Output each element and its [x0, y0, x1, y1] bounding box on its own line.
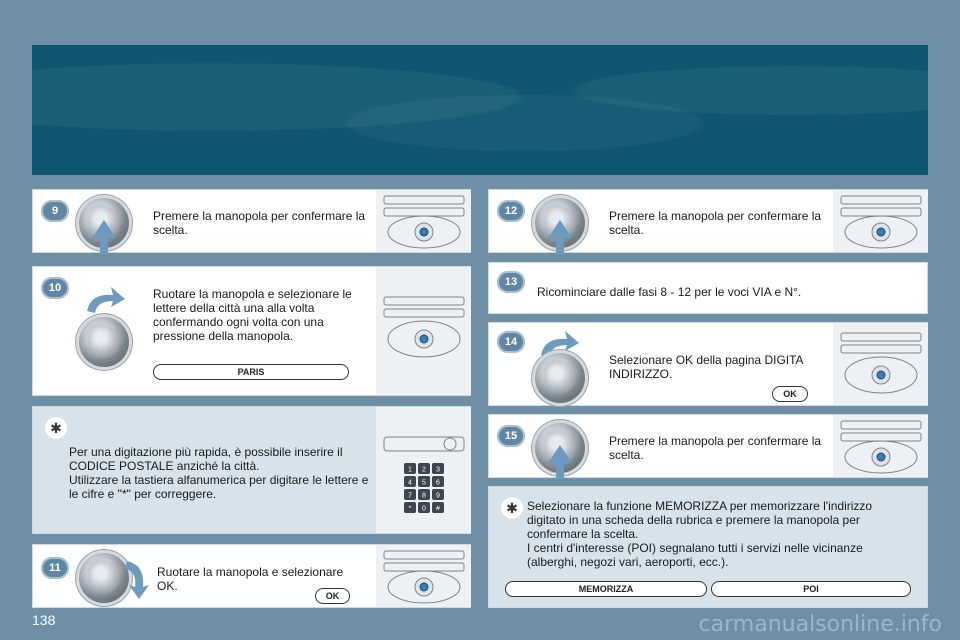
keypad-key-label: 2 — [422, 466, 426, 474]
step-14-badge: 14 — [497, 331, 525, 353]
rotate-down-arrow-icon — [123, 557, 153, 601]
step-15-text: Premere la manopola per confermare la scelta. — [609, 434, 822, 462]
step-12-card — [488, 189, 928, 253]
step-13-badge: 13 — [497, 271, 525, 293]
knob-icon — [79, 553, 129, 603]
keypad-key-label: 0 — [422, 505, 426, 513]
step-9-text: Premere la manopola per confermare la scelta. — [153, 209, 366, 237]
press-arrow-icon — [556, 461, 564, 479]
page-number: 138 — [32, 612, 56, 628]
step-11-card — [32, 544, 471, 608]
keypad-key-label: * — [408, 505, 412, 513]
step-14-text: Selezionare OK della pagina DIGITA INDIRIZZO. — [609, 353, 803, 381]
poi-button[interactable]: POI — [711, 581, 911, 597]
keypad-key-label: 3 — [436, 466, 440, 474]
step-14-card — [488, 322, 928, 406]
step-9-badge: 9 — [41, 200, 69, 222]
keypad-key-label: 8 — [422, 492, 426, 500]
step-12-text: Premere la manopola per confermare la scelta. — [609, 209, 822, 237]
step-11-text: Ruotare la manopola e selezionare OK. — [157, 565, 344, 593]
ok-button[interactable]: OK — [315, 588, 350, 604]
dashboard-panel-icon — [376, 190, 471, 252]
keypad-key-label: 4 — [408, 479, 412, 487]
tip-lightbulb-icon: ✱ — [45, 417, 67, 439]
tip-text-2: I centri d'interesse (POI) segnalano tutti i servizi nelle vicinanze (alberghi, negozi vari, aeroporti, ecc.). — [527, 541, 863, 569]
ok-button[interactable]: OK — [772, 386, 808, 402]
step-9-card — [32, 189, 471, 253]
watermark: carmanualsonline.info — [698, 612, 942, 637]
tip-card — [488, 486, 928, 608]
step-13-card — [488, 262, 928, 314]
memorizza-button[interactable]: MEMORIZZA — [505, 581, 707, 597]
step-10-card — [32, 266, 471, 396]
press-arrow-icon — [556, 236, 564, 254]
keypad-key-label: 1 — [408, 466, 412, 474]
step-10-text: Ruotare la manopola e selezionare le lettere della città una alla volta confermando ogni volta con una pressione della manopola. — [153, 287, 352, 343]
dashboard-panel-icon — [833, 415, 928, 477]
rotate-arrow-icon — [83, 285, 127, 315]
paris-button[interactable]: PARIS — [153, 364, 349, 380]
dashboard-panel-icon — [376, 545, 471, 607]
keypad-key-label: 7 — [408, 492, 412, 500]
knob-icon — [79, 317, 129, 367]
keypad-key-label: 5 — [422, 479, 426, 487]
press-arrow-icon — [100, 236, 108, 254]
dashboard-panel-icon — [376, 267, 471, 395]
step-11-badge: 11 — [41, 557, 69, 579]
tip-text-1: Selezionare la funzione MEMORIZZA per memorizzare l'indirizzo digitato in una scheda della rubrica e premere la manopola per confermare la scelta. — [527, 499, 873, 541]
tip-text-2: Utilizzare la tastiera alfanumerica per digitare le lettere e le cifre e "*" per correggere. — [69, 473, 369, 501]
step-13-text: Ricominciare dalle fasi 8 - 12 per le voci VIA e N°. — [537, 285, 802, 299]
press-arrow-icon — [548, 220, 572, 238]
tip-text-1: Per una digitazione più rapida, è possibile inserire il CODICE POSTALE anziché la città. — [69, 445, 343, 473]
dashboard-panel-icon — [833, 190, 928, 252]
step-15-badge: 15 — [497, 425, 525, 447]
keypad-panel-icon — [376, 407, 471, 533]
press-arrow-icon — [92, 220, 116, 238]
dashboard-panel-icon — [833, 323, 928, 405]
tip-card — [32, 406, 471, 534]
keypad-key-label: 6 — [436, 479, 440, 487]
step-15-card — [488, 414, 928, 478]
keypad-key-label: # — [436, 505, 440, 513]
step-12-badge: 12 — [497, 200, 525, 222]
tip-lightbulb-icon: ✱ — [501, 497, 523, 519]
knob-icon — [535, 353, 585, 403]
keypad-key-label: 9 — [436, 492, 440, 500]
header-banner — [32, 45, 928, 175]
step-10-badge: 10 — [41, 277, 69, 299]
press-arrow-icon — [548, 445, 572, 463]
